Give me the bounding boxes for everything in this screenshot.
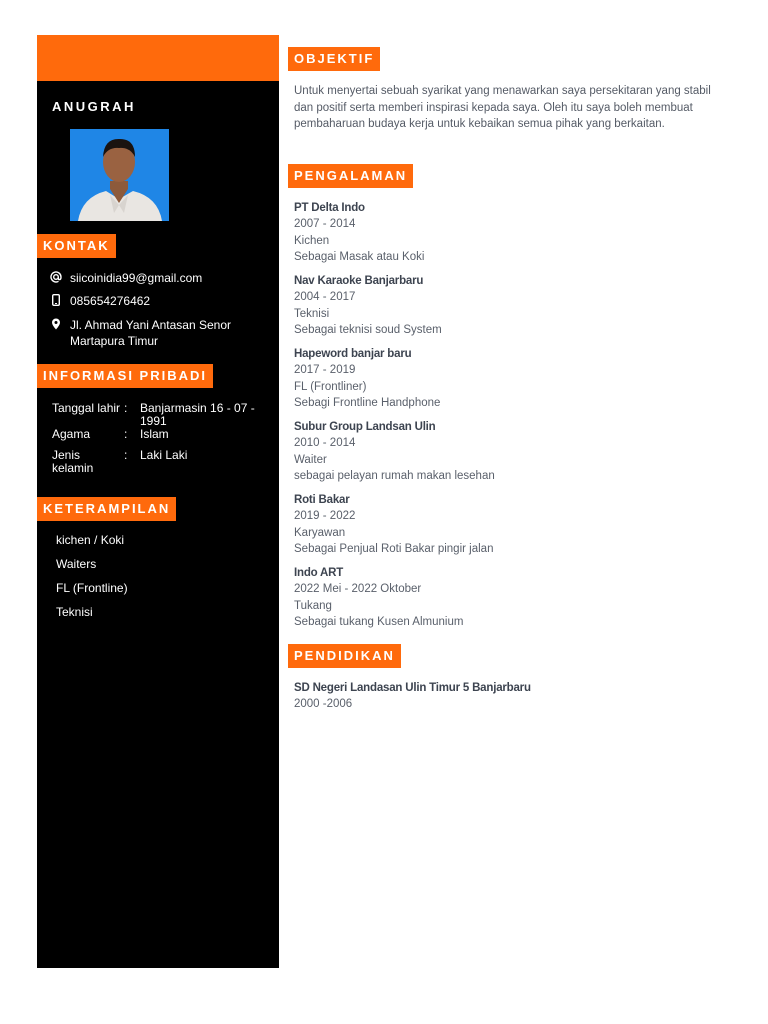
- map-pin-icon: [50, 317, 62, 330]
- info-label: Jenis kelamin: [52, 448, 94, 475]
- job-role: Waiter: [294, 453, 327, 466]
- section-header-pendidikan: PENDIDIKAN: [288, 644, 401, 668]
- contact-phone: [50, 293, 276, 309]
- company-name: Hapeword banjar baru: [294, 348, 412, 360]
- job-role: Karyawan: [294, 526, 346, 539]
- skill-item: kichen / Koki: [56, 533, 125, 547]
- job-description: sebagai pelayan rumah makan lesehan: [294, 469, 495, 482]
- section-header-keterampilan: KETERAMPILAN: [37, 497, 176, 521]
- info-value: Laki Laki: [140, 448, 188, 462]
- job-description: Sebagai teknisi soud System: [294, 323, 442, 336]
- company-name: Roti Bakar: [294, 494, 350, 506]
- address-text: Jl. Ahmad Yani Antasan Senor Martapura Timur: [70, 318, 231, 348]
- info-row-religion: [52, 428, 260, 441]
- job-period: 2007 - 2014: [294, 218, 356, 231]
- job-role: Kichen: [294, 234, 330, 247]
- contact-email: [50, 270, 276, 286]
- job-period: 2010 - 2014: [294, 437, 356, 450]
- section-header-objektif: OBJEKTIF: [288, 47, 380, 71]
- skill-item: FL (Frontline): [56, 581, 128, 595]
- phone-text: 085654276462: [70, 294, 151, 308]
- contact-address: [50, 317, 276, 349]
- info-value: Banjarmasin 16 - 07 - 1991: [140, 401, 255, 428]
- experience-item: [294, 346, 714, 411]
- job-period: 2019 - 2022: [294, 510, 356, 523]
- job-description: Sebagi Frontline Handphone: [294, 396, 441, 409]
- sidebar: [37, 35, 279, 968]
- info-row-gender: [52, 449, 260, 475]
- job-description: Sebagai Penjual Roti Bakar pingir jalan: [294, 542, 494, 555]
- person-name: ANUGRAH: [52, 99, 136, 114]
- phone-icon: [50, 293, 62, 306]
- company-name: PT Delta Indo: [294, 202, 365, 214]
- experience-item: [294, 200, 714, 265]
- job-period: 2004 - 2017: [294, 291, 356, 304]
- sidebar-header-bar: [37, 35, 279, 81]
- education-item: [294, 680, 714, 713]
- section-header-informasi-pribadi: INFORMASI PRIBADI: [37, 364, 213, 388]
- company-name: Nav Karaoke Banjarbaru: [294, 275, 424, 287]
- company-name: Subur Group Landsan Ulin: [294, 421, 436, 433]
- job-period: 2022 Mei - 2022 Oktober: [294, 583, 422, 596]
- experience-item: [294, 565, 714, 630]
- info-separator: :: [124, 401, 128, 415]
- info-label: Agama: [52, 427, 91, 441]
- info-separator: :: [124, 448, 128, 462]
- job-description: Sebagai tukang Kusen Almunium: [294, 615, 464, 628]
- info-separator: :: [124, 427, 128, 441]
- job-role: Tukang: [294, 599, 332, 612]
- experience-item: [294, 273, 714, 338]
- experience-item: [294, 419, 714, 484]
- section-header-kontak: KONTAK: [37, 234, 116, 258]
- info-row-birth: [52, 402, 260, 428]
- skill-item: Waiters: [56, 557, 97, 571]
- job-period: 2017 - 2019: [294, 364, 356, 377]
- objective-text: Untuk menyertai sebuah syarikat yang menawarkan saya persekitaran yang stabil dan positif serta memberi inspirasi kepada saya. Oleh itu saya boleh membuat pembaharuan budaya kerja untuk kebaikan semua pihak yang berkaitan.: [294, 85, 711, 130]
- profile-photo-image: [70, 129, 169, 221]
- education-period: 2000 -2006: [294, 698, 353, 711]
- email-text: siicoinidia99@gmail.com: [70, 271, 203, 285]
- profile-photo: [70, 129, 169, 221]
- at-icon: [50, 270, 62, 283]
- job-description: Sebagai Masak atau Koki: [294, 250, 425, 263]
- info-label: Tanggal lahir: [52, 401, 121, 415]
- info-value: Islam: [140, 427, 169, 441]
- experience-item: [294, 492, 714, 557]
- section-header-pengalaman: PENGALAMAN: [288, 164, 413, 188]
- job-role: FL (Frontliner): [294, 380, 367, 393]
- company-name: Indo ART: [294, 567, 344, 579]
- school-name: SD Negeri Landasan Ulin Timur 5 Banjarbaru: [294, 682, 531, 694]
- skill-item: Teknisi: [56, 605, 93, 619]
- job-role: Teknisi: [294, 307, 330, 320]
